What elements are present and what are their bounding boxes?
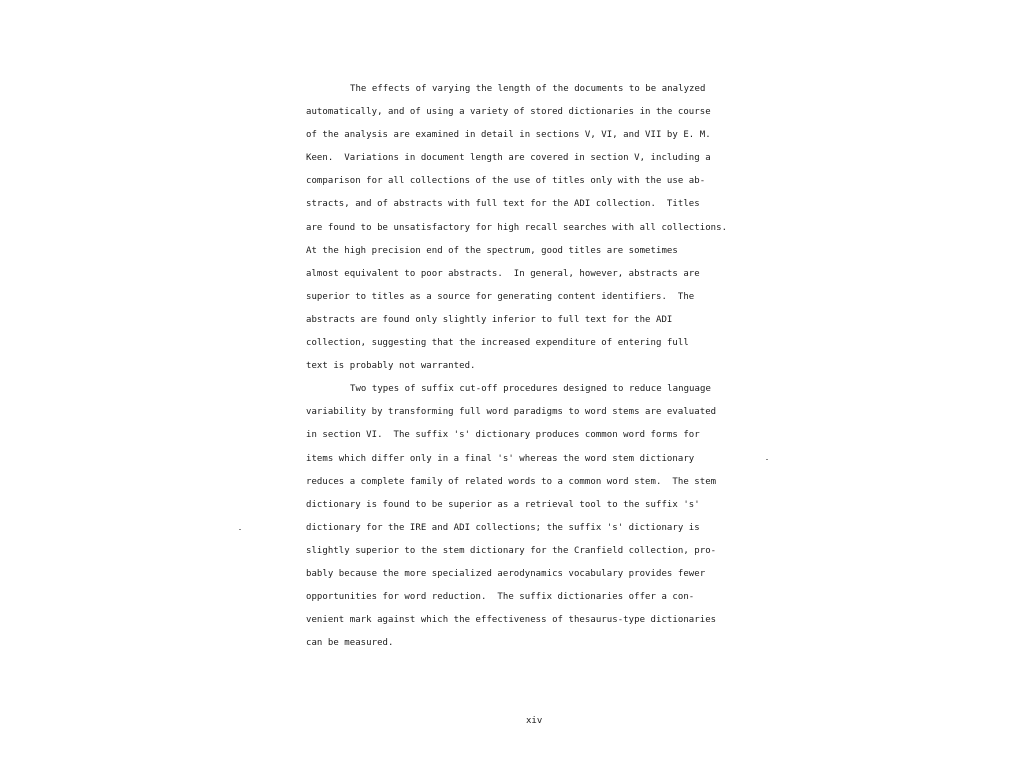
text-line: almost equivalent to poor abstracts. In general, however, abstracts are (306, 268, 700, 279)
text-line: of the analysis are examined in detail in sections V, VI, and VII by E. M. (306, 130, 711, 141)
text-line: slightly superior to the stem dictionary for the Cranfield collection, pro- (306, 545, 717, 556)
paragraph-1 (306, 81, 751, 381)
text-line: At the high precision end of the spectrum, good titles are sometimes (306, 245, 678, 256)
text-line: venient mark against which the effectiveness of thesaurus-type dictionaries (306, 615, 717, 626)
text-line: reduces a complete family of related words to a common word stem. The stem (306, 476, 717, 487)
body-text (306, 81, 751, 658)
paragraph-2 (306, 381, 751, 658)
scan-speck (766, 459, 768, 460)
text-line: bably because the more specialized aerodynamics vocabulary provides fewer (306, 568, 706, 579)
text-line: are found to be unsatisfactory for high recall searches with all collections. (306, 222, 728, 233)
text-line: comparison for all collections of the use of titles only with the use ab- (306, 176, 706, 187)
scan-speck (239, 529, 241, 530)
text-line: items which differ only in a final 's' whereas the word stem dictionary (306, 453, 695, 464)
text-line: automatically, and of using a variety of stored dictionaries in the course (306, 107, 711, 118)
page-number: xiv (526, 716, 543, 726)
text-line: Keen. Variations in document length are covered in section V, including a (306, 153, 711, 164)
text-line: The effects of varying the length of the documents to be analyzed (350, 84, 706, 94)
text-line: text is probably not warranted. (306, 361, 476, 372)
text-line: dictionary is found to be superior as a retrieval tool to the suffix 's' (306, 499, 700, 510)
text-line: dictionary for the IRE and ADI collections; the suffix 's' dictionary is (306, 522, 700, 533)
text-line: superior to titles as a source for generating content identifiers. The (306, 291, 695, 302)
text-line: opportunities for word reduction. The suffix dictionaries offer a con- (306, 592, 695, 603)
text-line: stracts, and of abstracts with full text for the ADI collection. Titles (306, 199, 700, 210)
text-line: can be measured. (306, 638, 394, 649)
text-line: abstracts are found only slightly inferior to full text for the ADI (306, 314, 673, 325)
text-line: collection, suggesting that the increased expenditure of entering full (306, 338, 689, 349)
text-line: variability by transforming full word paradigms to word stems are evaluated (306, 407, 717, 418)
text-line: in section VI. The suffix 's' dictionary produces common word forms for (306, 430, 700, 441)
text-line: Two types of suffix cut-off procedures designed to reduce language (350, 384, 711, 395)
